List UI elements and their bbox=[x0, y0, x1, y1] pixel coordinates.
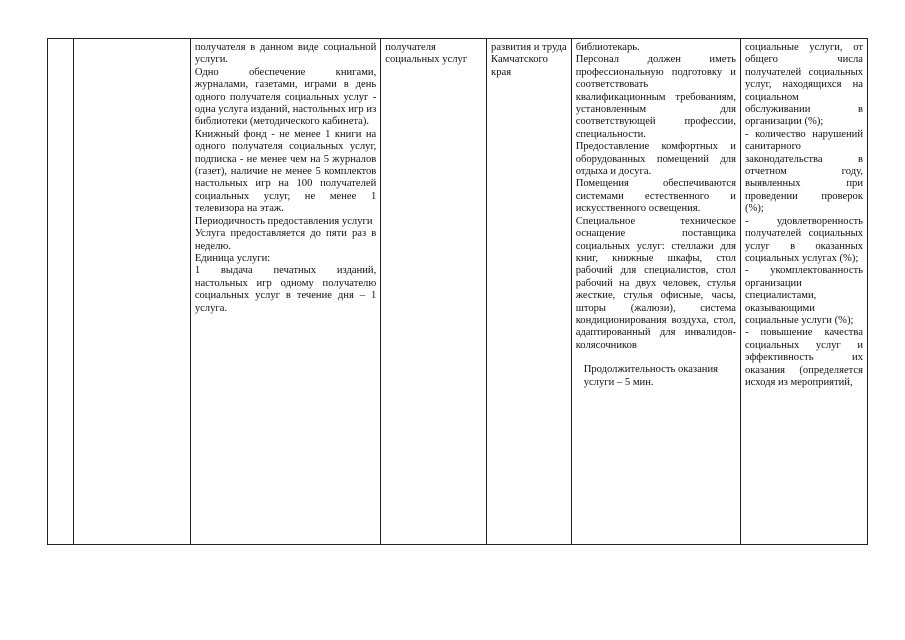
paragraph: Предоставление комфортных и оборудованных помещений для отдыха и досуга. bbox=[575, 141, 736, 178]
paragraph: Одно обеспечение книгами, журналами, газетами, играми в день одного получателя социальных услуг - одна услуга изданий, настольных игр из библиотеки (методического кабинета). bbox=[194, 66, 377, 128]
paragraph: Персонал должен иметь профессиональную подготовку и соответствовать квалификационным требованиям, установленным для соответствующей профессии, специальности. bbox=[575, 54, 736, 140]
paragraph: Помещения обеспечиваются системами естественного и искусственного освещения. bbox=[575, 178, 736, 215]
paragraph: - повышение качества социальных услуг и эффективность их оказания (определяется исходя из мероприятий, bbox=[744, 327, 863, 388]
paragraph: - укомплектованность организации специалистами, оказывающими социальные услуги (%); bbox=[744, 265, 863, 326]
cell-ministry bbox=[487, 39, 572, 545]
paragraph: Периодичность предоставления услуги bbox=[194, 215, 373, 227]
cell-recipient bbox=[381, 39, 487, 545]
paragraph: Специальное техническое оснащение поставщика социальных услуг: стеллажи для книг, книжные шкафы, стол рабочий для специалистов, стол рабочий на двух человек, стулья жесткие, стулья офисные, часы, шторы (жалюзи), система кондиционирования воздуха, стол, адаптированный для инвалидов-колясочников bbox=[575, 215, 736, 351]
paragraph: получателя в данном виде социальной услуги. bbox=[194, 42, 377, 66]
table-row bbox=[48, 39, 868, 545]
paragraph: социальные услуги, от общего числа получателей социальных услуг, находящихся на социальном обслуживании в организации (%); bbox=[744, 42, 863, 128]
paragraph: Единица услуги: bbox=[194, 252, 271, 264]
paragraph: Книжный фонд - не менее 1 книги на одного получателя социальных услуг, подписка - не менее чем на 5 журналов (газет), наличие не менее 5 комплектов настольных игр на 100 получателей социальных услуг, не менее 1 телевизора на этаж. bbox=[194, 128, 377, 215]
paragraph: развития и труда Камчатского края bbox=[491, 42, 567, 78]
cell-conditions bbox=[571, 39, 740, 545]
service-standard-table bbox=[47, 38, 868, 545]
paragraph: - количество нарушений санитарного законодательства в отчетном году, выявленных при проведении проверок (%); bbox=[744, 128, 863, 215]
paragraph: библиотекарь. bbox=[575, 42, 640, 53]
paragraph: Продолжительность оказания услуги – 5 мин. bbox=[583, 364, 719, 388]
cell-number bbox=[48, 39, 74, 545]
paragraph: - удовлетворенность получателей социальных услуг в оказанных социальных услугах (%); bbox=[744, 215, 863, 264]
paragraph: 1 выдача печатных изданий, настольных игр одному получателю социальных услуг в течение дня – 1 услуга. bbox=[194, 265, 377, 314]
cell-quality-indicators bbox=[740, 39, 867, 545]
cell-service-description bbox=[190, 39, 380, 545]
paragraph: получателя социальных услуг bbox=[385, 42, 468, 66]
cell-service-name bbox=[74, 39, 190, 545]
paragraph: Услуга предоставляется до пяти раз в неделю. bbox=[194, 228, 377, 252]
